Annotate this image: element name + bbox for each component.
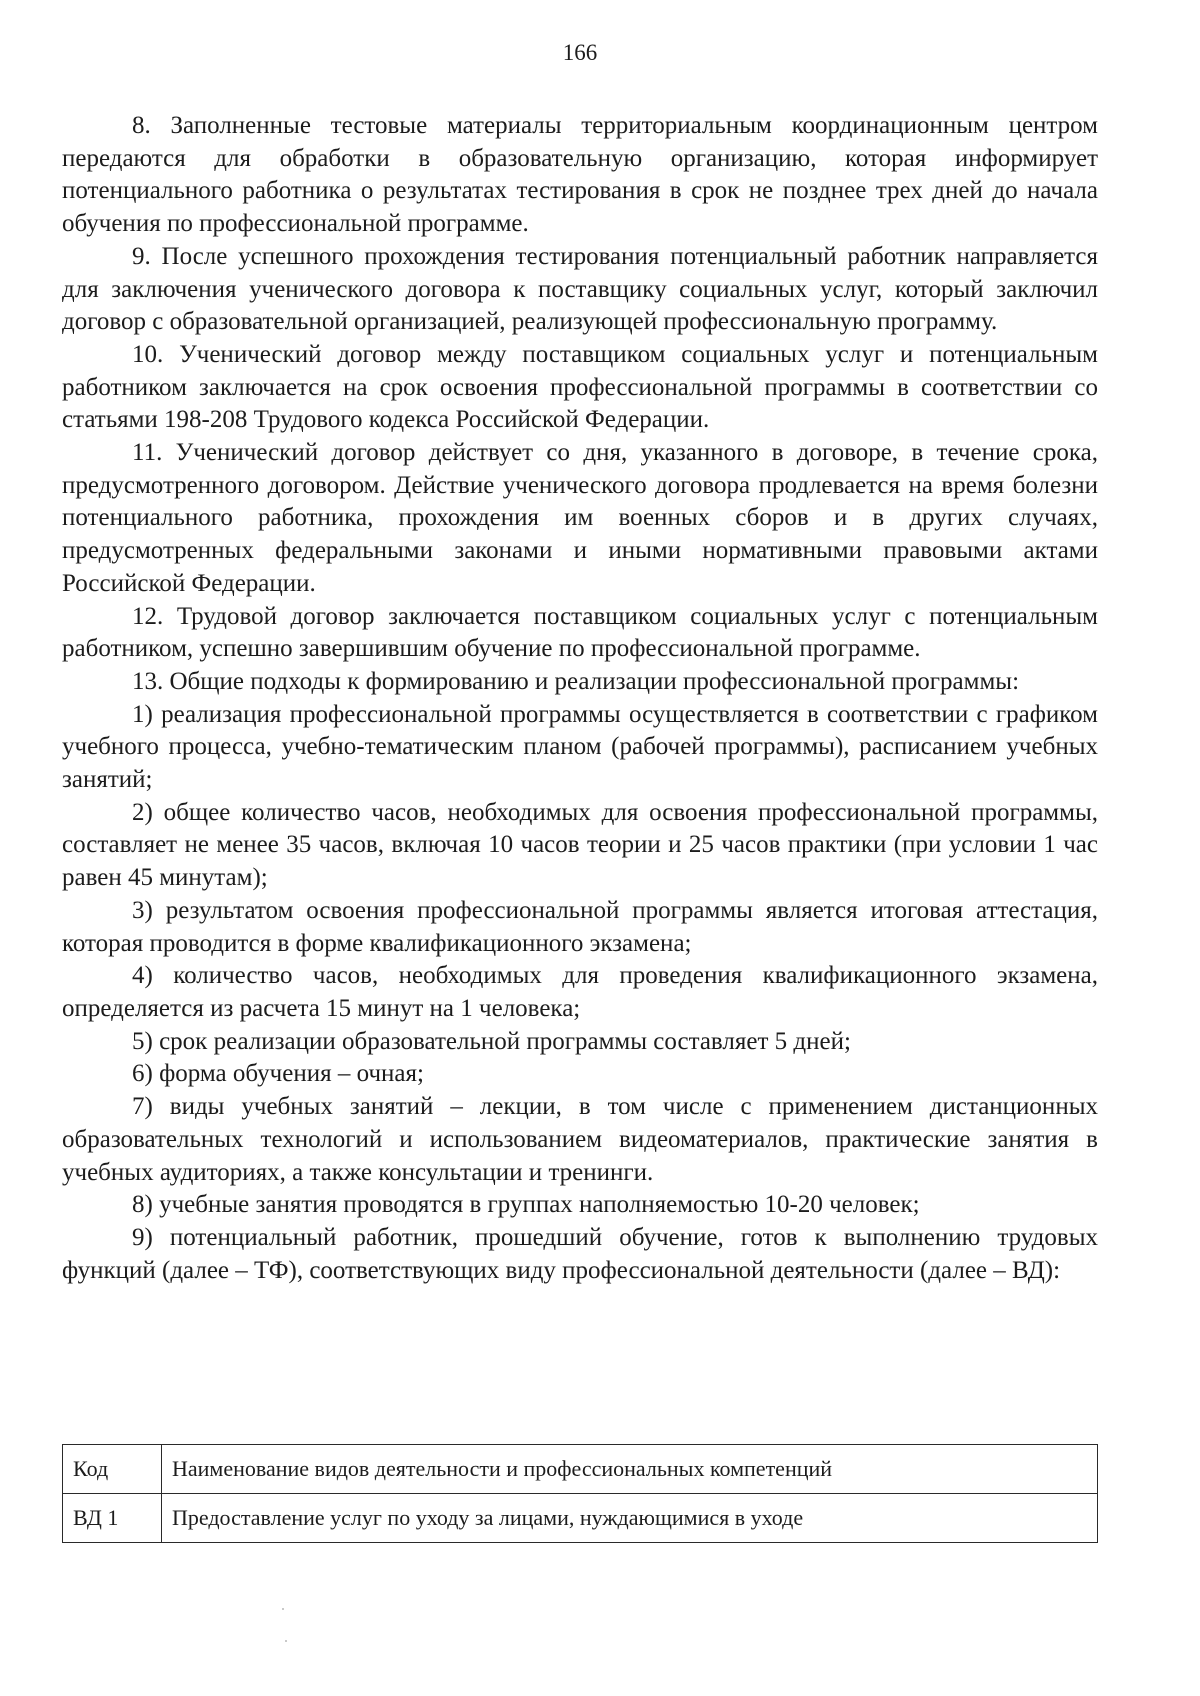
table-cell-name: Предоставление услуг по уходу за лицами, нуждающимися в уходе	[162, 1494, 1098, 1543]
document-body	[62, 110, 1098, 1287]
paragraph-10: 10. Ученический договор между поставщиком социальных услуг и потенциальным работником заключается на срок освоения профессиональной программы в соответствии со статьями 198-208 Трудового кодекса Российской Федерации.	[62, 340, 1098, 434]
paragraph-12: 12. Трудовой договор заключается поставщиком социальных услуг с потенциальным работником, успешно завершившим обучение по профессиональной программе.	[62, 602, 1098, 663]
scan-speck	[285, 1640, 287, 1642]
paragraph-11: 11. Ученический договор действует со дня, указанного в договоре, в течение срока, предусмотренного договором. Действие ученического договора продлевается на время болезни потенциального работника, прохождения им военных сборов и в других случаях, предусмотренных федеральными законами и иными нормативными правовыми актами Российской Федерации.	[62, 439, 1098, 597]
list-item-7: 7) виды учебных занятий – лекции, в том числе с применением дистанционных образовательных технологий и использованием видеоматериалов, практические занятия в учебных аудиториях, а также консультации и тренинги.	[62, 1093, 1098, 1186]
list-item-3: 3) результатом освоения профессиональной программы является итоговая аттестация, которая проводится в форме квалификационного экзамена;	[62, 896, 1098, 957]
list-item-2: 2) общее количество часов, необходимых для освоения профессиональной программы, составляет не менее 35 часов, включая 10 часов теории и 25 часов практики (при условии 1 час равен 45 минутам);	[62, 798, 1098, 892]
paragraph-13: 13. Общие подходы к формированию и реализации профессиональной программы:	[132, 667, 1020, 695]
list-item-9: 9) потенциальный работник, прошедший обучение, готов к выполнению трудовых функций (далее – ТФ), соответствующих виду профессиональной деятельности (далее – ВД):	[62, 1223, 1098, 1284]
list-item-8: 8) учебные занятия проводятся в группах наполняемостью 10-20 человек;	[132, 1191, 920, 1219]
page-number: 166	[562, 40, 598, 65]
scan-speck	[282, 1608, 284, 1610]
table-header-code: Код	[63, 1445, 162, 1494]
list-item-5: 5) срок реализации образовательной программы составляет 5 дней;	[132, 1027, 851, 1055]
list-item-4: 4) количество часов, необходимых для проведения квалификационного экзамена, определяется из расчета 15 минут на 1 человека;	[62, 962, 1098, 1022]
table-header-row	[63, 1445, 1098, 1494]
paragraph-9: 9. После успешного прохождения тестирования потенциальный работник направляется для заключения ученического договора к поставщику социальных услуг, который заключил договор с образовательной организацией, реализующей профессиональную программу.	[62, 242, 1098, 336]
list-item-6: 6) форма обучения – очная;	[132, 1060, 424, 1088]
activity-table	[62, 1444, 1098, 1543]
paragraph-8: 8. Заполненные тестовые материалы территориальным координационным центром передаются для обработки в образовательную организацию, которая информирует потенциального работника о результатах тестирования в срок не позднее трех дней до начала обучения по профессиональной программе.	[62, 112, 1098, 238]
table-header-name: Наименование видов деятельности и профессиональных компетенций	[162, 1445, 1098, 1494]
list-item-1: 1) реализация профессиональной программы осуществляется в соответствии с графиком учебного процесса, учебно-тематическим планом (рабочей программы), расписанием учебных занятий;	[62, 700, 1098, 794]
table-cell-code: ВД 1	[63, 1494, 162, 1543]
table-row	[63, 1494, 1098, 1543]
